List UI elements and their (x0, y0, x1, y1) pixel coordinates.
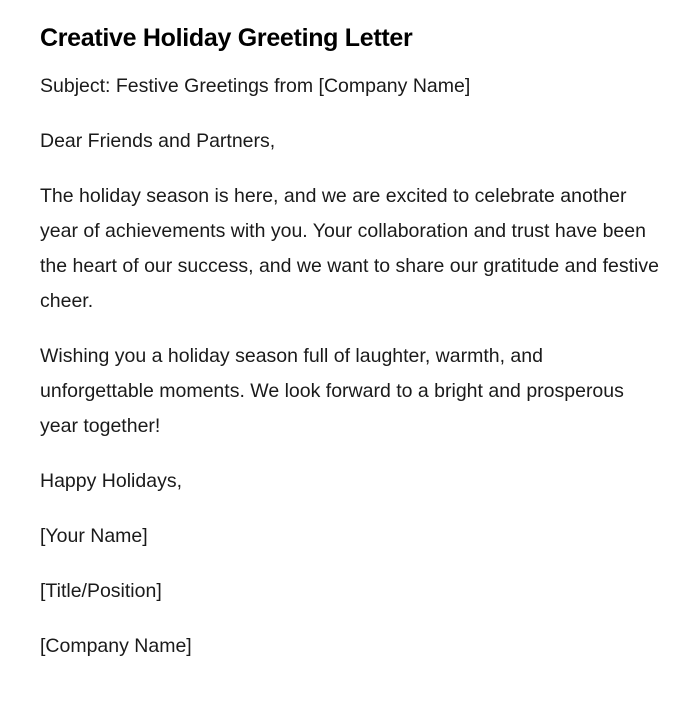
signature-name: [Your Name] (40, 525, 148, 547)
body-paragraph: Wishing you a holiday season full of laughter, warmth, and unforgettable moments. We look forward to a bright and prosperous year together! (40, 345, 624, 437)
signature-title: [Title/Position] (40, 580, 162, 602)
subject-line: Subject: Festive Greetings from [Company Name] (40, 75, 471, 97)
signature-company: [Company Name] (40, 635, 192, 657)
salutation: Dear Friends and Partners, (40, 130, 276, 152)
page-title: Creative Holiday Greeting Letter (40, 24, 413, 52)
body-paragraph: The holiday season is here, and we are excited to celebrate another year of achievements with you. Your collaboration and trust have been the heart of our success, and we want to share our gratitude and festive cheer. (40, 185, 659, 312)
closing: Happy Holidays, (40, 470, 182, 492)
